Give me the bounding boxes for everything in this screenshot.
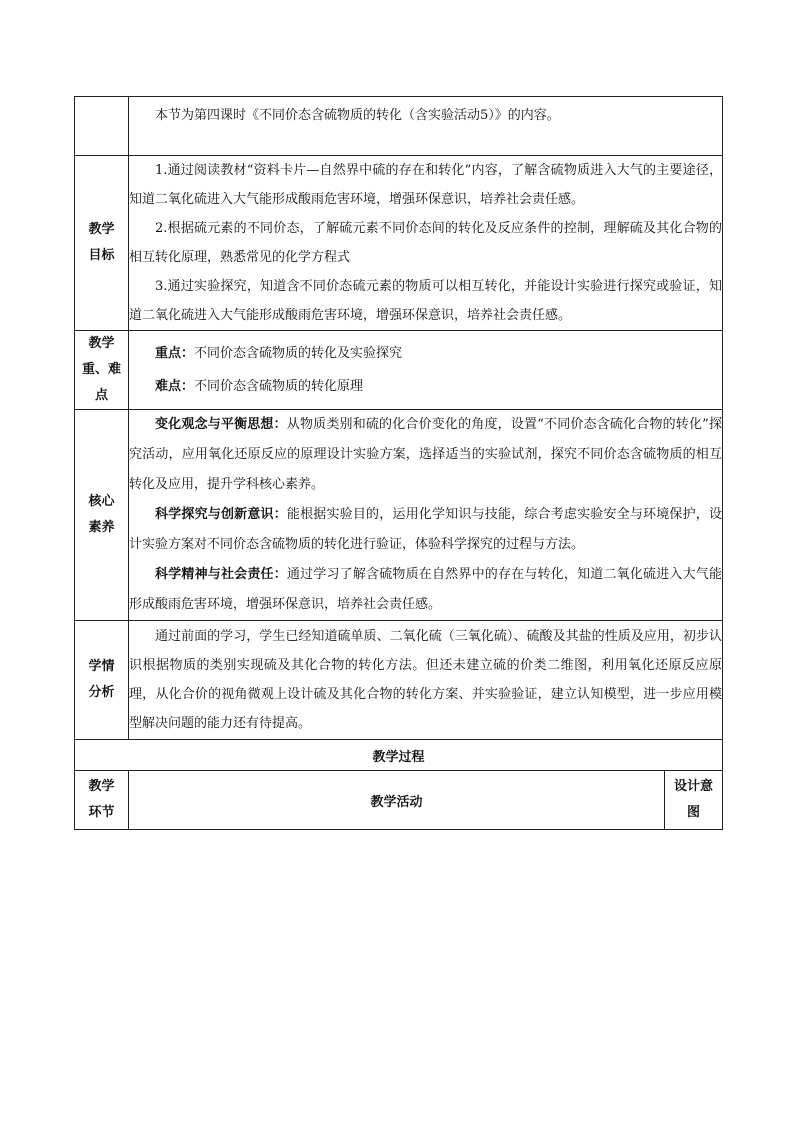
goal-1: 1.通过阅读教材“资料卡片—自然界中硫的存在和转化”内容，了解含硫物质进入大气的主要途径，知道二氧化硫进入大气能形成酸雨危害环境，增强环保意识，培养社会责任感。 xyxy=(129,163,722,207)
goal-3: 3.通过实验探究，知道含不同价态硫元素的物质可以相互转化，并能设计实验进行探究或验证，知道二氧化硫进入大气能形成酸雨危害环境，增强环保意识，培养社会责任感。 xyxy=(129,279,722,323)
analysis-text: 通过前面的学习，学生已经知道硫单质、二氧化硫（三氧化硫）、硫酸及其盐的性质及应用，初步认识根据物质的类别实现硫及其化合物的转化方法。但还未建立硫的价类二维图，利用氧化还原反应原理，从化合价的视角微观上设计硫及其化合物的转化方案、并实验验证，建立认知模型，进一步应用模型解决问题的能力还有待提高。 xyxy=(129,629,722,731)
intro-cell xyxy=(129,97,723,156)
intro-label-cell xyxy=(75,97,129,156)
literacy-label xyxy=(75,410,129,621)
key-points-cell xyxy=(129,331,723,410)
key-point-text: 不同价态含硫物质的转化及实验探究 xyxy=(194,346,403,361)
header-activity: 教学活动 xyxy=(129,771,665,830)
analysis-label-line1: 学情 xyxy=(88,659,115,674)
analysis-label xyxy=(75,621,129,740)
process-header-row xyxy=(75,771,723,830)
goal-2: 2.根据硫元素的不同价态，了解硫元素不同价态间的转化及反应条件的控制，理解硫及其化合物的相互转化原理，熟悉常见的化学方程式 xyxy=(129,221,722,265)
difficult-point xyxy=(129,370,722,403)
key-label-line1: 教学 xyxy=(88,336,115,351)
intro-text: 本节为第四课时《不同价态含硫物质的转化（含实验活动5）》的内容。 xyxy=(155,108,560,123)
literacy-row xyxy=(75,410,723,621)
literacy-2-head: 科学探究与创新意识： xyxy=(155,507,287,522)
intro-row xyxy=(75,97,723,156)
header-stage xyxy=(75,771,129,830)
analysis-cell xyxy=(129,621,723,740)
difficult-point-text: 不同价态含硫物质的转化原理 xyxy=(194,379,364,394)
literacy-1-head: 变化观念与平衡思想： xyxy=(155,417,287,432)
process-title: 教学过程 xyxy=(75,740,723,771)
key-points-label xyxy=(75,331,129,410)
header-stage-line2: 环节 xyxy=(88,805,115,820)
lesson-plan-table xyxy=(74,96,723,830)
header-design-intent xyxy=(665,771,723,830)
literacy-2-text: 能根据实验目的，运用化学知识与技能，综合考虑实验安全与环境保护，设计实验方案对不同价态含硫物质的转化进行验证，体验科学探究的过程与方法。 xyxy=(129,507,722,552)
header-stage-line1: 教学 xyxy=(88,779,115,794)
key-points-row xyxy=(75,331,723,410)
header-design-line1: 设计意 xyxy=(673,779,713,794)
literacy-1-text: 从物质类别和硫的化合价变化的角度，设置“不同价态含硫化合物的转化”探究活动，应用氧化还原反应的原理设计实验方案，选择适当的实验试剂，探究不同价态含硫物质的相互转化及应用，提升学科核心素养。 xyxy=(129,417,722,492)
goals-label-line1: 教学 xyxy=(88,222,115,237)
analysis-row xyxy=(75,621,723,740)
header-design-line2: 图 xyxy=(686,805,700,820)
key-label-line2: 重、难 xyxy=(81,362,121,377)
analysis-label-line2: 分析 xyxy=(88,685,115,700)
literacy-2 xyxy=(129,500,722,560)
goals-label-line2: 目标 xyxy=(88,248,115,263)
goals-cell xyxy=(129,156,723,331)
literacy-label-line2: 素养 xyxy=(88,520,115,535)
literacy-3-head: 科学精神与社会责任： xyxy=(155,567,287,582)
goals-row xyxy=(75,156,723,331)
literacy-3-text: 通过学习了解含硫物质在自然界中的存在与转化，知道二氧化硫进入大气能形成酸雨危害环境，增强环保意识，培养社会责任感。 xyxy=(129,567,722,612)
process-title-row xyxy=(75,740,723,771)
literacy-label-line1: 核心 xyxy=(88,494,115,509)
literacy-1 xyxy=(129,410,722,500)
literacy-3 xyxy=(129,560,722,620)
difficult-point-head: 难点： xyxy=(155,379,195,394)
key-point-head: 重点： xyxy=(155,346,195,361)
literacy-cell xyxy=(129,410,723,621)
goals-label xyxy=(75,156,129,331)
key-point xyxy=(129,337,722,370)
key-label-line3: 点 xyxy=(94,388,108,403)
